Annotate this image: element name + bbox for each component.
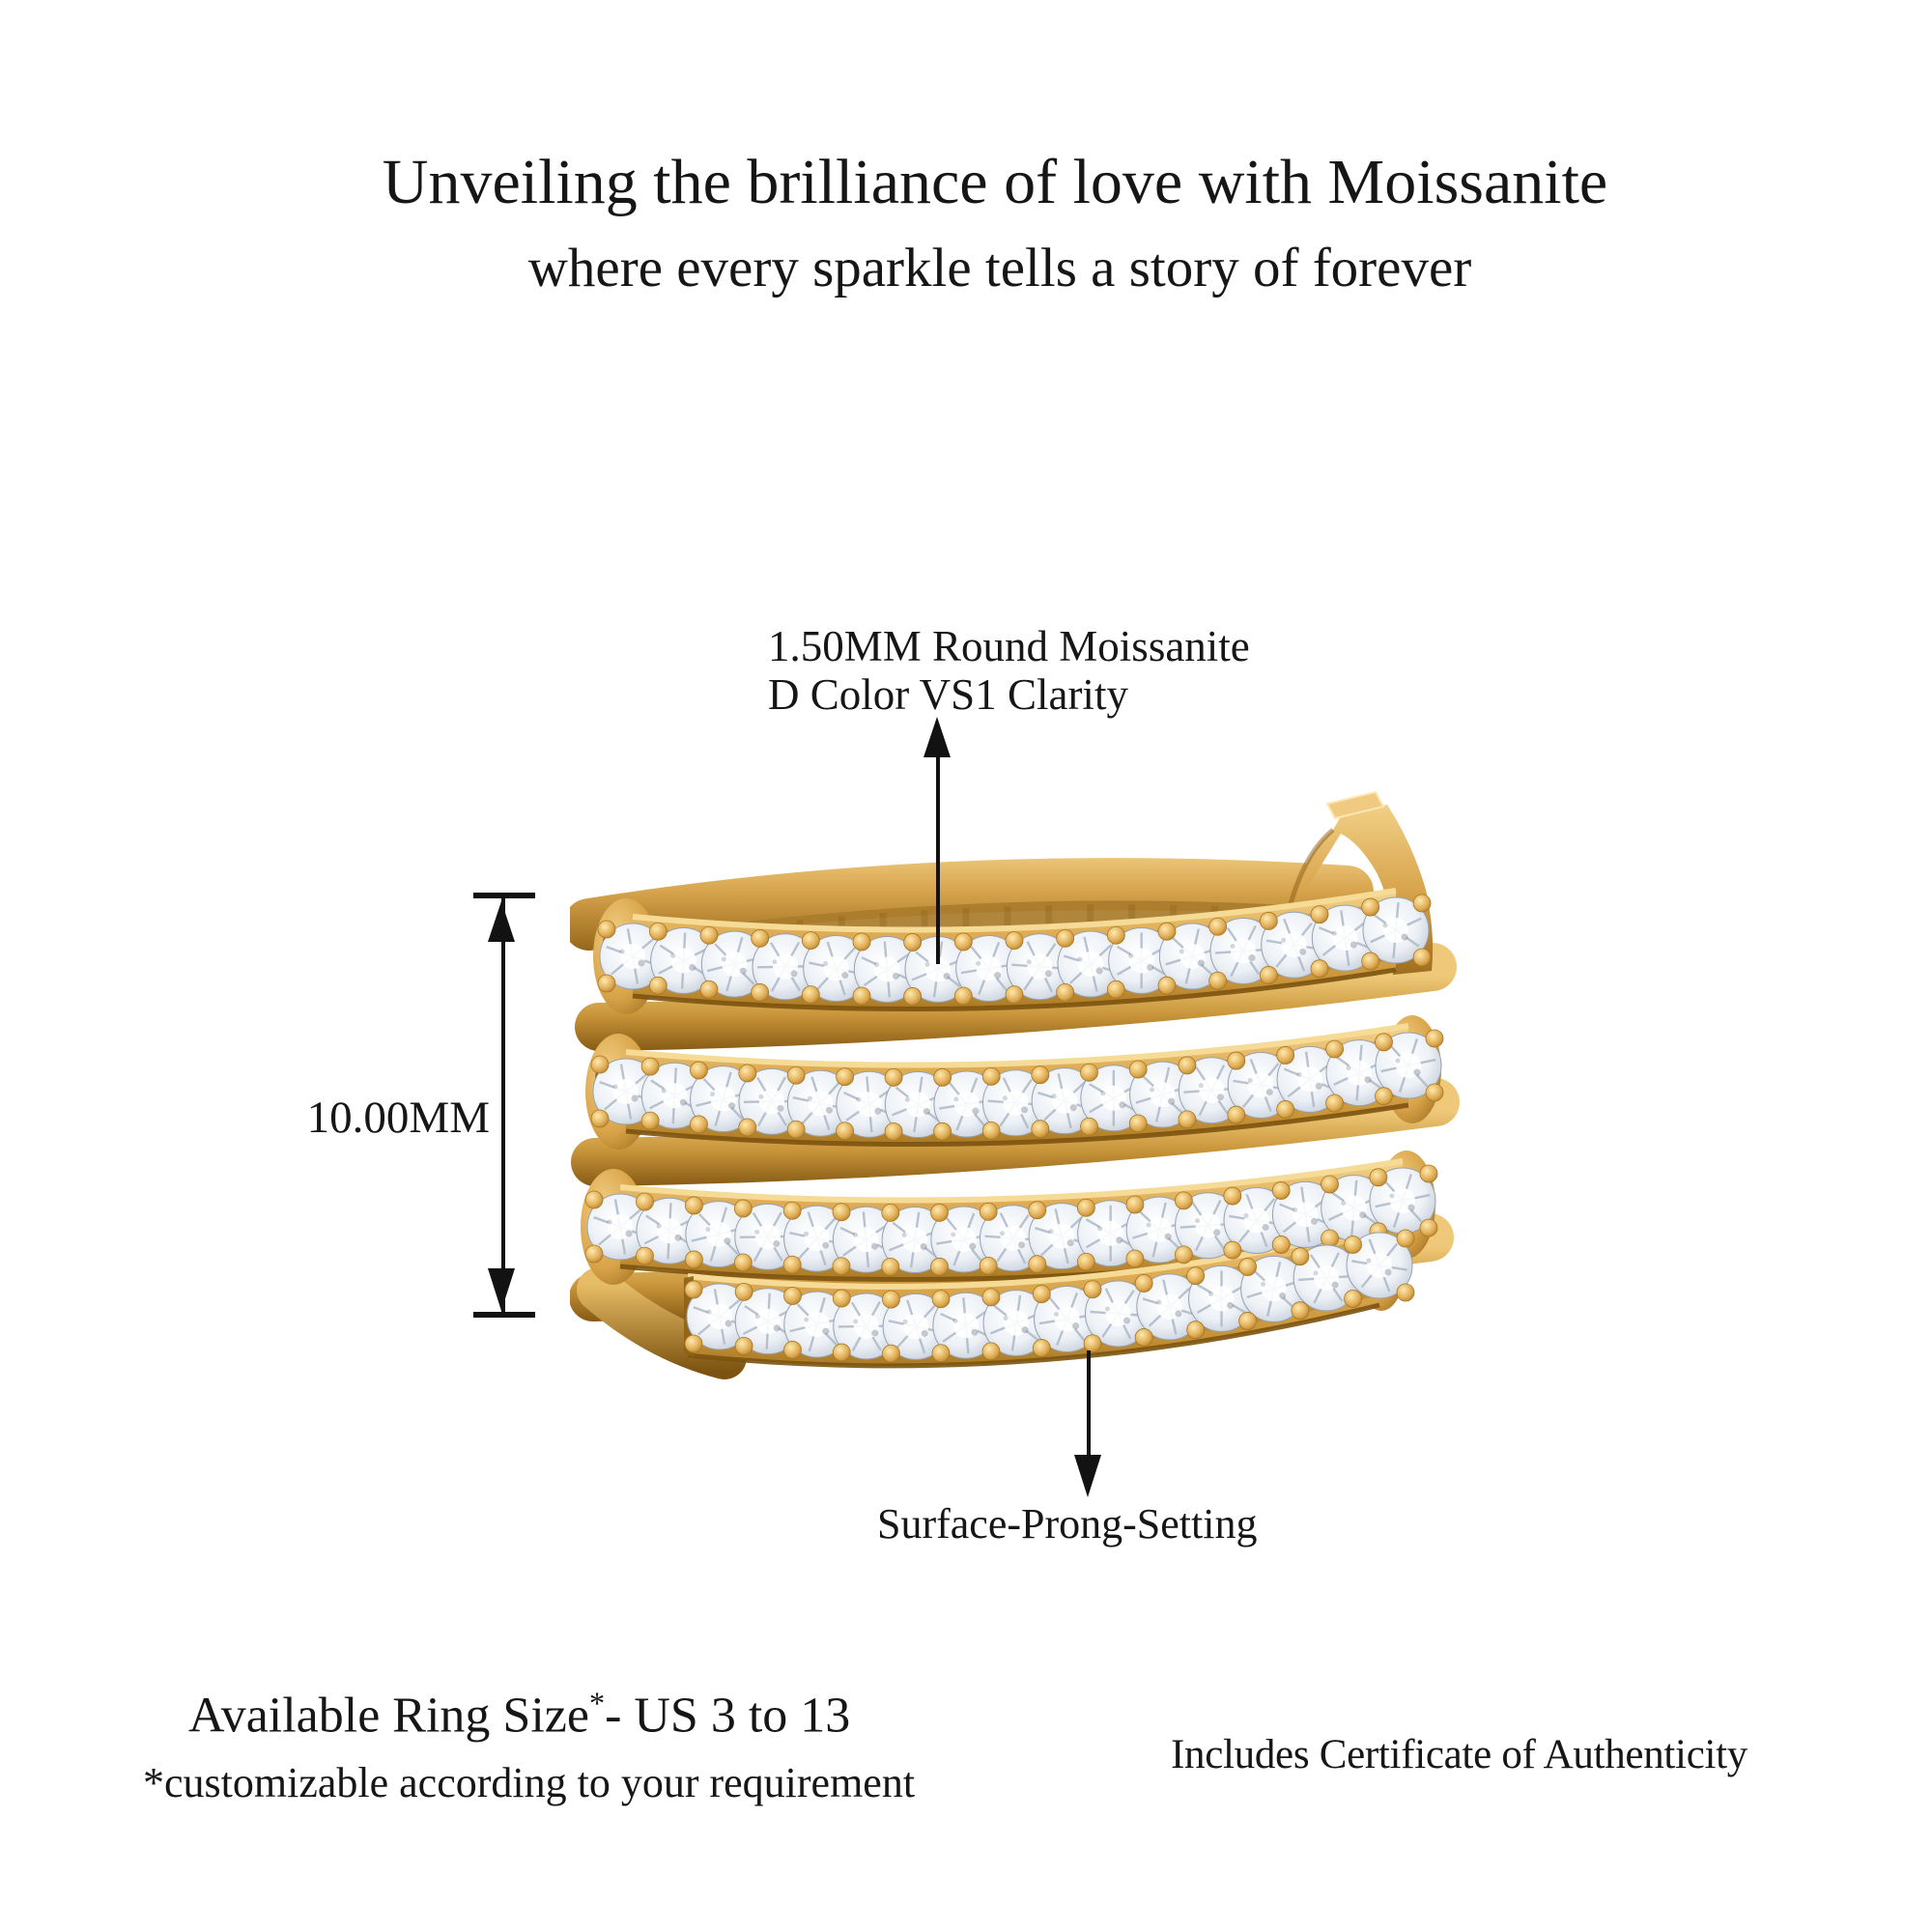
dimension-arrowhead-down-icon [488, 1268, 515, 1311]
stone-annotation-label [768, 622, 1250, 719]
setting-annotation-arrowhead-icon [1074, 1455, 1101, 1497]
stone-annotation-arrowhead-icon [923, 717, 951, 757]
certificate-note: Includes Certificate of Authenticity [1171, 1732, 1747, 1777]
dimension-arrowhead-up-icon [488, 901, 515, 942]
ring-size-asterisk: * [588, 1686, 606, 1720]
customizable-note: *customizable according to your requirement [143, 1759, 916, 1806]
ring-size-range: - US 3 to 13 [605, 1688, 851, 1744]
ring-size-prefix: Available Ring Size [188, 1688, 589, 1744]
ring-size-note [188, 1686, 850, 1744]
page-title: Unveiling the brilliance of love with Moissanite [382, 147, 1608, 217]
stone-annotation-line1: 1.50MM Round Moissanite [768, 622, 1250, 670]
spiral-ring-illustration [570, 787, 1468, 1420]
dimension-line [501, 898, 505, 1314]
setting-annotation-label: Surface-Prong-Setting [877, 1500, 1258, 1548]
height-dimension-label: 10.00MM [306, 1093, 490, 1143]
setting-annotation-arrow-line [1087, 1350, 1091, 1459]
stone-annotation-arrow-line [936, 753, 940, 964]
stone-annotation-line2: D Color VS1 Clarity [768, 670, 1128, 719]
page-subtitle: where every sparkle tells a story of forever [527, 238, 1472, 298]
